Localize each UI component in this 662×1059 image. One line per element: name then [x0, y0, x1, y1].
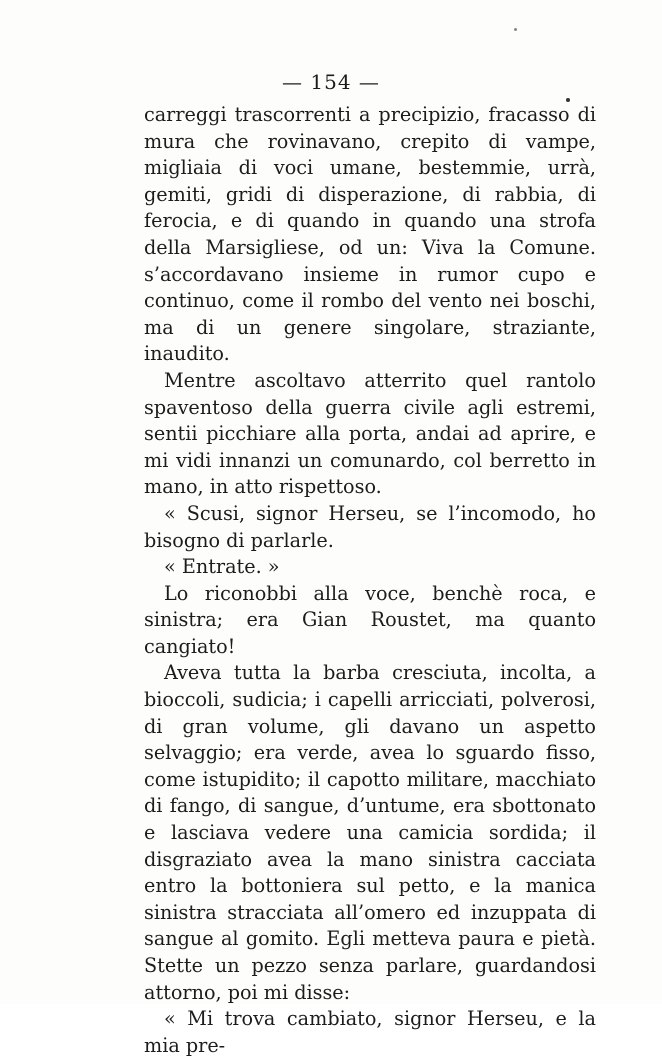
paragraph-4: « Entrate. »: [164, 555, 280, 579]
paragraph-6: Aveva tutta la barba cresciuta, incolta, a bioccoli, sudicia; i capelli arricciati, polverosi, di gran volume, gli davano un aspetto selvaggio; era verde, avea lo sguardo fisso, come istupidito; il capotto militare, macchiato di fango, di sangue, d’untume, era sbottonato e lasciava vedere una camicia sordida; il disgraziato avea la mano sinistra cacciata entro la bottoniera sul petto, e la manica sinistra stracciata all’omero ed inzuppata di sangue al gomito. Egli metteva paura e pietà. Stette un pezzo senza parlare, guardandosi attorno, poi mi disse:: [144, 661, 596, 1004]
body-text: [144, 102, 596, 1059]
paragraph-1: carreggi trascorrenti a precipizio, fracasso di mura che rovinavano, crepito di vampe, migliaia di voci umane, bestemmie, urrà, gemiti, gridi di disperazione, di rabbia, di ferocia, e di quando in quando una strofa della Marsigliese, od un: Viva la Comune. s’accordavano insieme in rumor cupo e continuo, come il rombo del vento nei boschi, ma di un genere singolare, straziante, inaudito.: [144, 103, 596, 366]
paragraph-2: Mentre ascoltavo atterrito quel rantolo spaventoso della guerra civile agli estremi, sentii picchiare alla porta, andai ad aprire, e mi vidi innanzi un comunardo, col berretto in mano, in atto rispettoso.: [144, 368, 596, 499]
paragraph-3: « Scusi, signor Herseu, se l’incomodo, ho bisogno di parlarle.: [144, 501, 596, 552]
paragraph-5: Lo riconobbi alla voce, benchè roca, e sinistra; era Gian Roustet, ma quanto cangiato!: [144, 581, 596, 658]
paragraph-7: « Mi trova cambiato, signor Herseu, e la mia pre-: [144, 1007, 596, 1057]
page-number: — 154 —: [282, 70, 380, 94]
ink-speck: [566, 98, 570, 102]
ink-speck: [514, 28, 517, 31]
